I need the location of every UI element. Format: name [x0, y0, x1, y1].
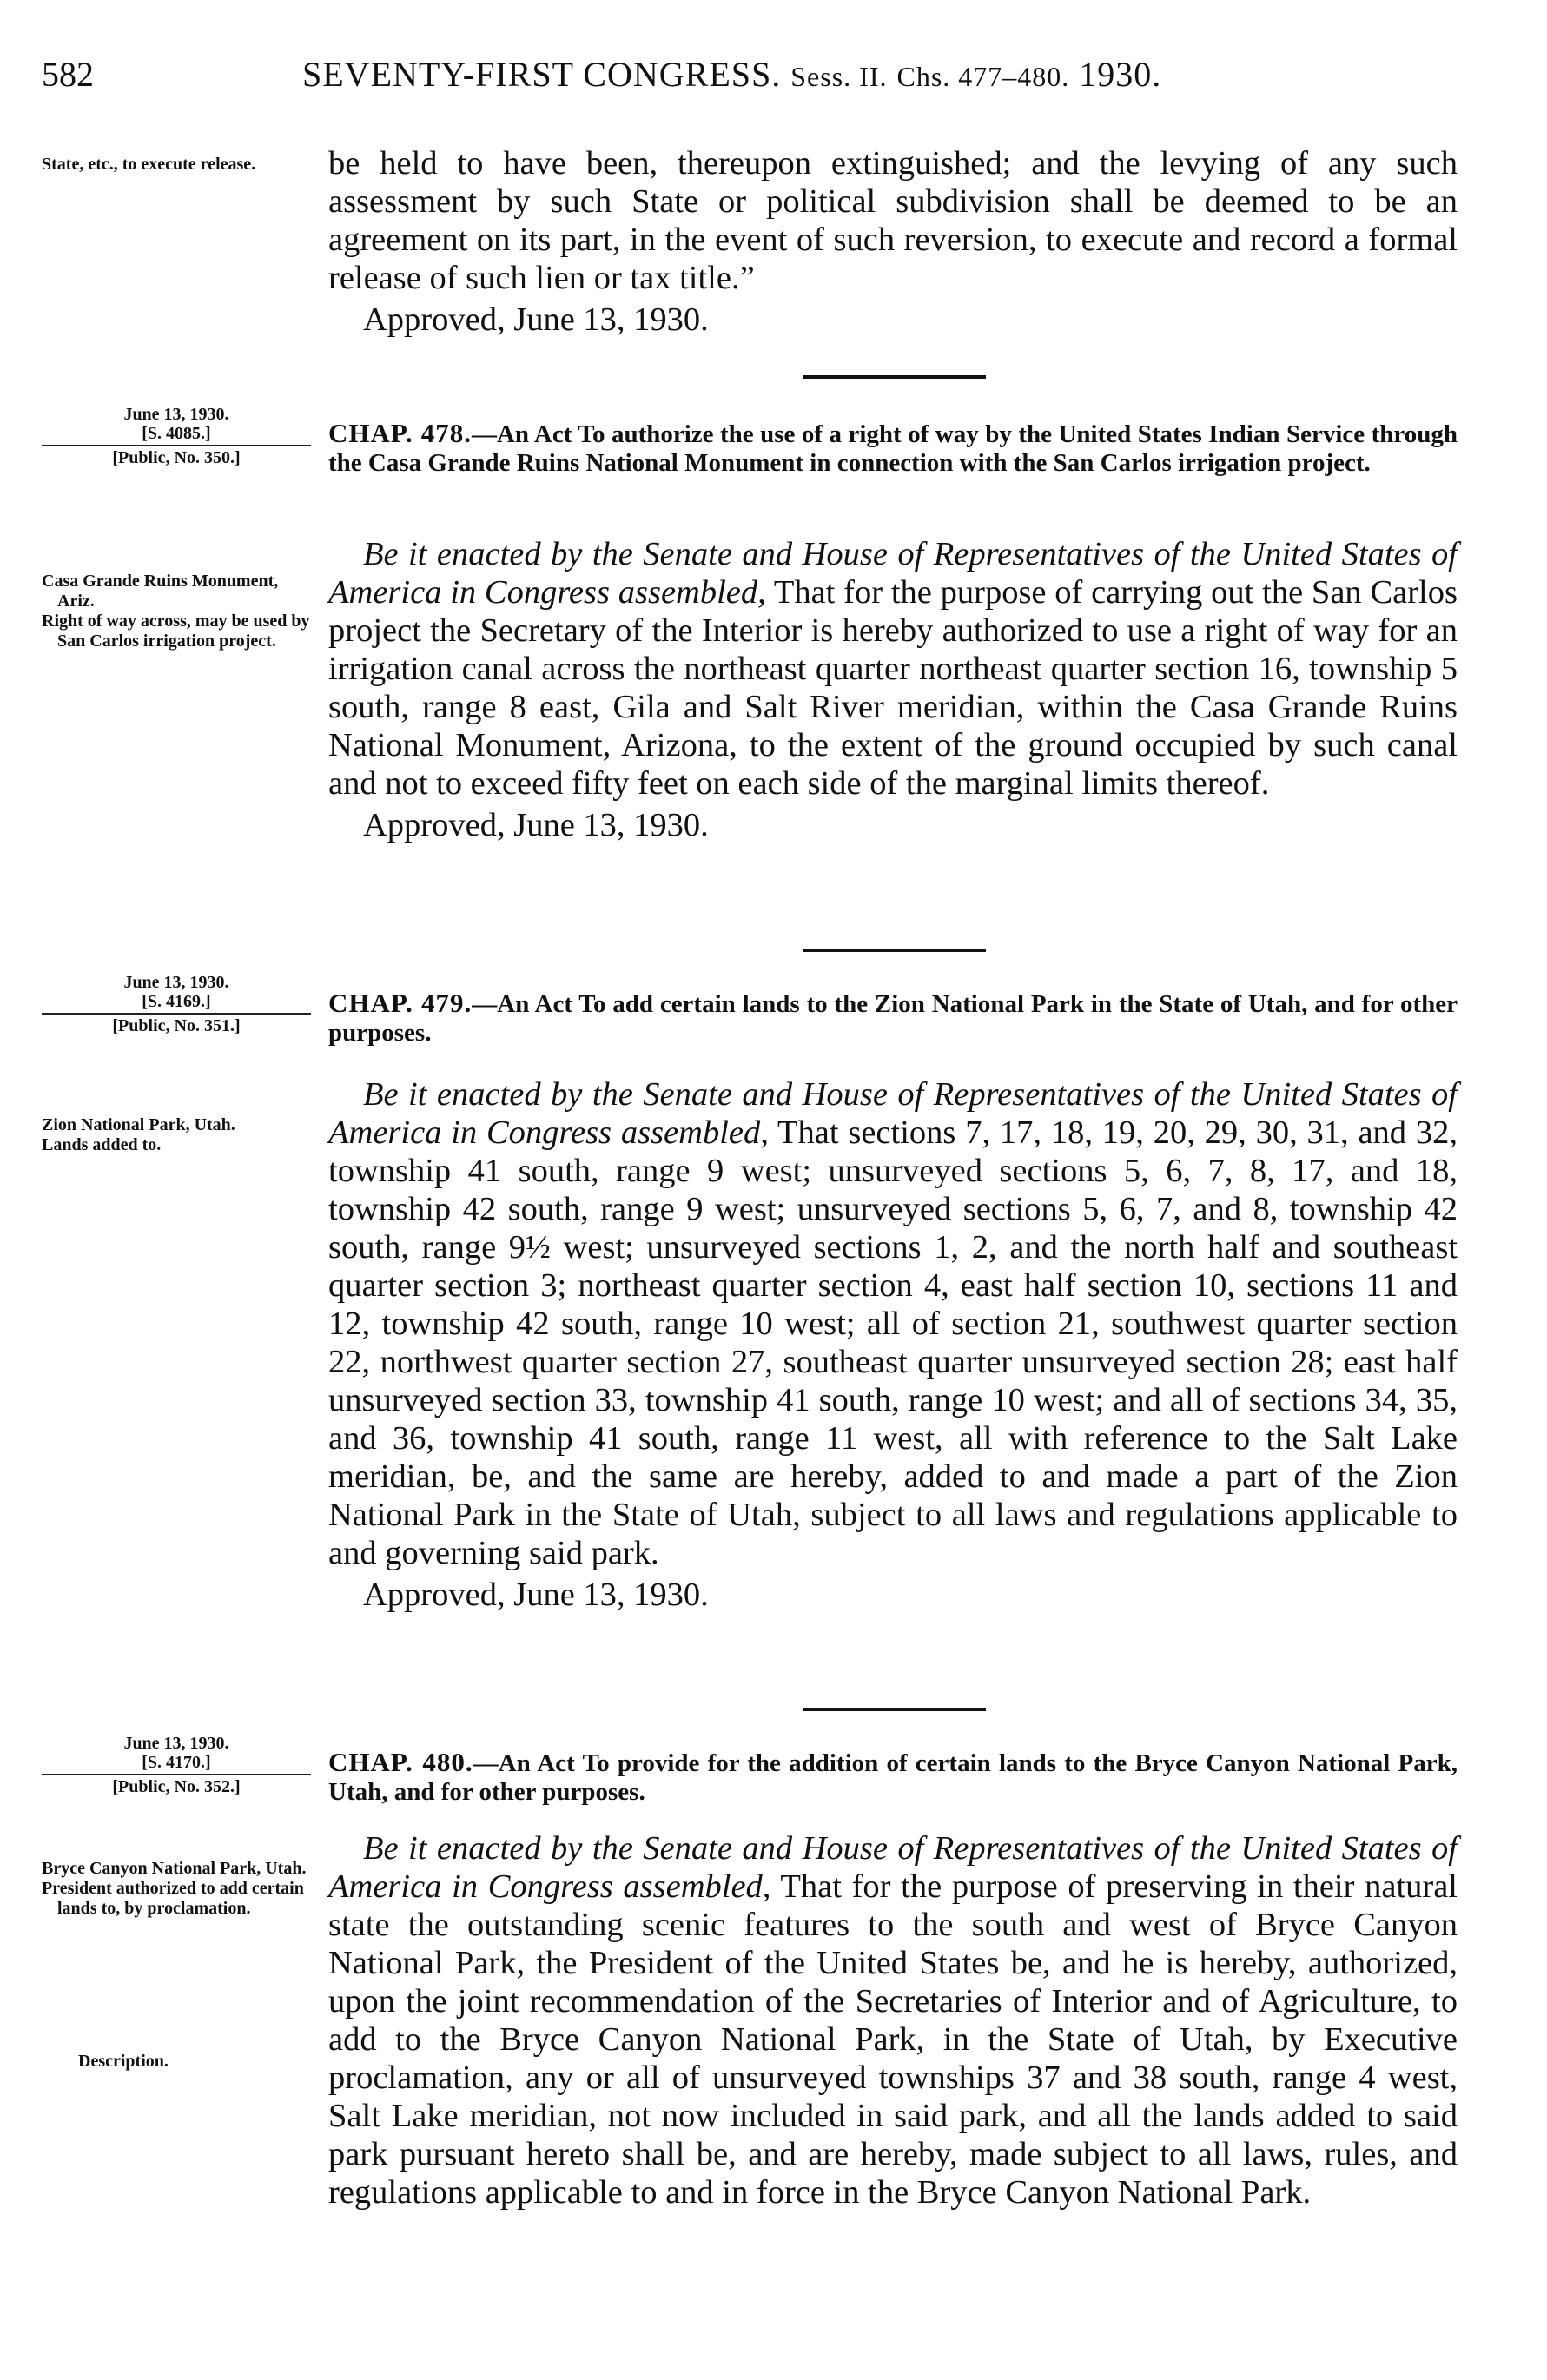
chap-478-side-notes — [42, 572, 311, 651]
running-chapters: Chs. 477–480. — [896, 61, 1070, 92]
chap-480-body — [328, 1829, 1458, 2211]
running-year: 1930. — [1079, 55, 1162, 94]
chap-478-approved: Approved, June 13, 1930. — [363, 807, 709, 843]
continuation-text: be held to have been, thereupon extinguished; and the levying of any such assessment by such State or political subdivision shall be deemed to be an agreement on its part, in the event of such reversion, to execute and record a formal release of such lien or tax title.” — [328, 145, 1458, 296]
running-title — [302, 54, 1161, 95]
chap-480-date: June 13, 1930. — [123, 1734, 229, 1753]
chap-478-title-text: —An Act To authorize the use of a right of way by the United States Indian Service through the Casa Grande Ruins National Monument in connection with the San Carlos irrigation project. — [328, 420, 1458, 477]
chap-480-body-text: That for the purpose of preserving in their natural state the outstanding scenic features to the south and west of Bryce Canyon National Park, the President of the United States be, and he is hereby, authorized, upon the joint recommendation of the Secretaries of Interior and of Agriculture, to add to the Bryce Canyon National Park, in the State of Utah, by Executive proclamation, any or all of unsurveyed townships 37 and 38 south, range 4 west, Salt Lake meridian, not now included in said park, and all the lands added to said park pursuant hereto shall be, and are hereby, made subject to all laws, rules, and regulations applicable to and in force in the Bryce Canyon National Park. — [328, 1868, 1458, 2211]
side-note-right-of-way: Right of way across, may be used by San Carlos irrigation project. — [42, 612, 310, 651]
chap-479-date: June 13, 1930. — [123, 973, 229, 992]
chap-479-side-notes — [42, 1115, 311, 1155]
chap-478-body-text: That for the purpose of carrying out the San Carlos project the Secretary of the Interior is hereby authorized to use a right of way for an irrigation canal across the northeast quarter northeast quarter section 16, township 5 south, range 8 east, Gila and Salt River meridian, within the Casa Grande Ruins National Monument, Arizona, to the extent of the ground occupied by such canal and not to exceed fifty feet on each side of the marginal limits thereof. — [328, 574, 1458, 802]
continuation-approved: Approved, June 13, 1930. — [363, 301, 709, 338]
chap-478-enacting-clause: Be it enacted by the Senate and House of Representatives of the United States of America in Congress assembled, — [328, 536, 1458, 611]
separator-rule — [803, 949, 986, 952]
chap-478-date: June 13, 1930. — [123, 405, 229, 424]
chap-479-title-text: —An Act To add certain lands to the Zion National Park in the State of Utah, and for other purposes. — [328, 990, 1458, 1047]
chap-479-body — [328, 1075, 1458, 1614]
chap-479-bill: [S. 4169.] — [142, 992, 211, 1011]
running-header — [42, 54, 1458, 106]
chap-480-bill: [S. 4170.] — [142, 1753, 211, 1772]
running-congress: SEVENTY-FIRST CONGRESS. — [302, 55, 782, 94]
side-note-casa-grande: Casa Grande Ruins Monument, Ariz. — [42, 572, 279, 611]
side-note-description: Description. — [78, 2052, 169, 2071]
chap-478-label: CHAP. 478. — [328, 418, 472, 448]
chap-479-body-text: That sections 7, 17, 18, 19, 20, 29, 30, 31, and 32, township 41 south, range 9 west; unsurveyed sections 5, 6, 7, 8, 17, and 18, township 42 south, range 9 west; unsurveyed sections 5, 6, 7, and 8, township 42 south, range 9½ west; unsurveyed sections 1, 2, and the north half and southeast quarter section 3; northeast quarter section 4, east half section 10, sections 11 and 12, township 42 south, range 10 west; all of section 21, southwest quarter section 22, northwest quarter section 27, southeast quarter unsurveyed section 28; east half unsurveyed section 33, township 41 south, range 10 west; and all of sections 34, 35, and 36, township 41 south, range 11 west, all with reference to the Salt Lake meridian, be, and the same are hereby, added to and made a part of the Zion National Park in the State of Utah, subject to all laws and regulations applicable to and governing said park. — [328, 1114, 1458, 1571]
chap-479-citation — [42, 973, 311, 1035]
chap-478-body — [328, 535, 1458, 844]
chap-479-approved: Approved, June 13, 1930. — [363, 1577, 709, 1613]
side-note-president-authorized: President authorized to add certain lands to, by proclamation. — [42, 1879, 304, 1918]
continuation-section — [328, 144, 1458, 339]
chap-480-label: CHAP. 480. — [328, 1747, 473, 1777]
chap-478-title — [328, 419, 1458, 478]
chap-479-title — [328, 988, 1458, 1048]
chap-479-enacting-clause: Be it enacted by the Senate and House of Representatives of the United States of America in Congress assembled, — [328, 1076, 1458, 1151]
citation-rule — [42, 1013, 311, 1015]
chap-480-title-text: —An Act To provide for the addition of certain lands to the Bryce Canyon National Park, Utah, and for other purposes. — [328, 1749, 1458, 1806]
chap-480-citation — [42, 1734, 311, 1796]
chap-480-enacting-clause: Be it enacted by the Senate and House of Representatives of the United States of America in Congress assembled, — [328, 1830, 1458, 1905]
separator-rule — [803, 375, 986, 379]
separator-rule — [803, 1708, 986, 1711]
page-number: 582 — [42, 55, 94, 94]
side-note-zion: Zion National Park, Utah. — [42, 1115, 235, 1134]
chap-479-public-law: [Public, No. 351.] — [112, 1016, 241, 1035]
citation-rule — [42, 1774, 311, 1775]
chap-479-label: CHAP. 479. — [328, 988, 473, 1018]
side-note-release: State, etc., to execute release. — [42, 155, 256, 174]
side-note-bryce-canyon: Bryce Canyon National Park, Utah. — [42, 1859, 307, 1878]
chap-478-public-law: [Public, No. 350.] — [112, 448, 241, 467]
citation-rule — [42, 445, 311, 446]
running-session: Sess. II. — [790, 61, 888, 92]
chap-478-bill: [S. 4085.] — [142, 424, 211, 443]
chap-480-public-law: [Public, No. 352.] — [112, 1777, 241, 1796]
chap-478-citation — [42, 405, 311, 467]
chap-480-title — [328, 1748, 1458, 1807]
side-note-lands-added: Lands added to. — [42, 1135, 162, 1154]
chap-480-side-notes — [42, 1859, 311, 1919]
